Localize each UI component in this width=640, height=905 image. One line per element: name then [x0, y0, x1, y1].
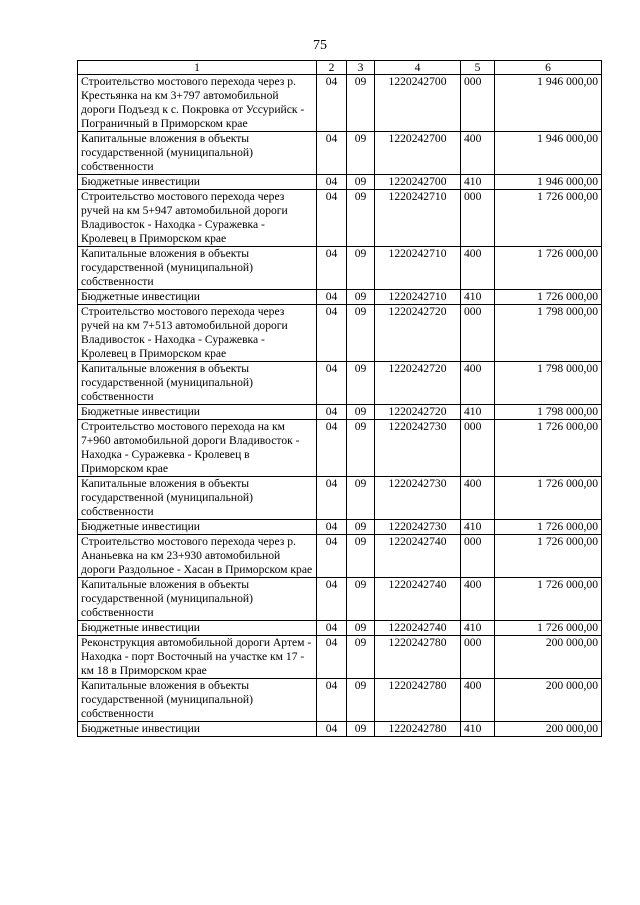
cell-amount: 1 946 000,00 [495, 75, 602, 132]
cell-amount: 1 798 000,00 [495, 405, 602, 420]
cell-type: 410 [461, 621, 495, 636]
cell-name: Бюджетные инвестиции [78, 722, 317, 737]
table-row [78, 362, 602, 405]
header-cell-subsection: 3 [347, 61, 375, 75]
cell-subsection: 09 [347, 247, 375, 290]
page-number: 75 [313, 38, 327, 53]
cell-code: 1220242740 [375, 535, 461, 578]
table-row [78, 535, 602, 578]
cell-subsection: 09 [347, 621, 375, 636]
table-row [78, 636, 602, 679]
cell-code: 1220242700 [375, 132, 461, 175]
table-row [78, 405, 602, 420]
cell-subsection: 09 [347, 305, 375, 362]
cell-code: 1220242720 [375, 305, 461, 362]
cell-name: Строительство мостового перехода через ручей на км 7+513 автомобильной дороги Владивосток - Находка - Суражевка - Кролевец в Приморском крае [78, 305, 317, 362]
cell-type: 000 [461, 420, 495, 477]
cell-name: Строительство мостового перехода через р. Крестьянка на км 3+797 автомобильной дороги Подъезд к с. Покровка от Уссурийск - Пограничный в Приморском крае [78, 75, 317, 132]
cell-code: 1220242730 [375, 477, 461, 520]
cell-type: 000 [461, 636, 495, 679]
cell-subsection: 09 [347, 636, 375, 679]
cell-code: 1220242780 [375, 722, 461, 737]
budget-table [77, 60, 602, 737]
cell-code: 1220242710 [375, 190, 461, 247]
cell-name: Капитальные вложения в объекты государственной (муниципальной) собственности [78, 247, 317, 290]
header-cell-code: 4 [375, 61, 461, 75]
cell-type: 400 [461, 362, 495, 405]
cell-section: 04 [317, 535, 347, 578]
cell-section: 04 [317, 520, 347, 535]
table-row [78, 75, 602, 132]
cell-name: Бюджетные инвестиции [78, 290, 317, 305]
table-row [78, 132, 602, 175]
cell-type: 400 [461, 578, 495, 621]
cell-name: Бюджетные инвестиции [78, 175, 317, 190]
cell-amount: 1 946 000,00 [495, 175, 602, 190]
table-row [78, 175, 602, 190]
cell-subsection: 09 [347, 520, 375, 535]
cell-name: Капитальные вложения в объекты государственной (муниципальной) собственности [78, 132, 317, 175]
cell-code: 1220242730 [375, 420, 461, 477]
table-row [78, 305, 602, 362]
cell-subsection: 09 [347, 405, 375, 420]
cell-section: 04 [317, 362, 347, 405]
cell-type: 410 [461, 722, 495, 737]
cell-type: 000 [461, 75, 495, 132]
cell-code: 1220242740 [375, 578, 461, 621]
cell-amount: 200 000,00 [495, 722, 602, 737]
table-row [78, 621, 602, 636]
cell-code: 1220242710 [375, 290, 461, 305]
cell-section: 04 [317, 175, 347, 190]
table-row [78, 477, 602, 520]
cell-subsection: 09 [347, 290, 375, 305]
cell-section: 04 [317, 621, 347, 636]
cell-subsection: 09 [347, 190, 375, 247]
cell-amount: 1 726 000,00 [495, 535, 602, 578]
cell-code: 1220242700 [375, 75, 461, 132]
table-row [78, 520, 602, 535]
cell-type: 000 [461, 190, 495, 247]
cell-section: 04 [317, 578, 347, 621]
cell-name: Строительство мостового перехода на км 7+960 автомобильной дороги Владивосток - Находка - Суражевка - Кролевец в Приморском крае [78, 420, 317, 477]
cell-subsection: 09 [347, 132, 375, 175]
cell-amount: 200 000,00 [495, 679, 602, 722]
cell-section: 04 [317, 722, 347, 737]
cell-name: Бюджетные инвестиции [78, 520, 317, 535]
cell-code: 1220242710 [375, 247, 461, 290]
cell-section: 04 [317, 420, 347, 477]
cell-subsection: 09 [347, 175, 375, 190]
cell-name: Строительство мостового перехода через ручей на км 5+947 автомобильной дороги Владивосток - Находка - Суражевка - Кролевец в Приморском крае [78, 190, 317, 247]
cell-amount: 1 726 000,00 [495, 477, 602, 520]
cell-amount: 1 946 000,00 [495, 132, 602, 175]
cell-section: 04 [317, 477, 347, 520]
cell-subsection: 09 [347, 722, 375, 737]
cell-section: 04 [317, 636, 347, 679]
cell-subsection: 09 [347, 75, 375, 132]
cell-amount: 200 000,00 [495, 636, 602, 679]
cell-subsection: 09 [347, 362, 375, 405]
cell-type: 400 [461, 132, 495, 175]
header-cell-name: 1 [78, 61, 317, 75]
cell-amount: 1 798 000,00 [495, 362, 602, 405]
cell-code: 1220242720 [375, 405, 461, 420]
table-row [78, 578, 602, 621]
cell-amount: 1 726 000,00 [495, 290, 602, 305]
table-row [78, 679, 602, 722]
cell-code: 1220242780 [375, 636, 461, 679]
cell-code: 1220242720 [375, 362, 461, 405]
cell-name: Реконструкция автомобильной дороги Артем - Находка - порт Восточный на участке км 17 - км 18 в Приморском крае [78, 636, 317, 679]
cell-section: 04 [317, 247, 347, 290]
cell-type: 400 [461, 477, 495, 520]
cell-code: 1220242730 [375, 520, 461, 535]
cell-name: Капитальные вложения в объекты государственной (муниципальной) собственности [78, 679, 317, 722]
cell-subsection: 09 [347, 477, 375, 520]
cell-subsection: 09 [347, 535, 375, 578]
cell-name: Капитальные вложения в объекты государственной (муниципальной) собственности [78, 362, 317, 405]
cell-amount: 1 726 000,00 [495, 420, 602, 477]
cell-type: 410 [461, 405, 495, 420]
cell-name: Бюджетные инвестиции [78, 621, 317, 636]
header-cell-section: 2 [317, 61, 347, 75]
cell-type: 410 [461, 290, 495, 305]
cell-type: 400 [461, 679, 495, 722]
cell-section: 04 [317, 290, 347, 305]
table-row [78, 190, 602, 247]
table-row [78, 290, 602, 305]
cell-amount: 1 726 000,00 [495, 621, 602, 636]
cell-code: 1220242740 [375, 621, 461, 636]
header-cell-amount: 6 [495, 61, 602, 75]
cell-section: 04 [317, 305, 347, 362]
cell-type: 000 [461, 535, 495, 578]
header-row [78, 61, 602, 75]
cell-code: 1220242700 [375, 175, 461, 190]
cell-name: Бюджетные инвестиции [78, 405, 317, 420]
cell-subsection: 09 [347, 679, 375, 722]
cell-name: Капитальные вложения в объекты государственной (муниципальной) собственности [78, 477, 317, 520]
cell-type: 400 [461, 247, 495, 290]
cell-type: 410 [461, 520, 495, 535]
cell-name: Строительство мостового перехода через р. Ананьевка на км 23+930 автомобильной дороги Раздольное - Хасан в Приморском крае [78, 535, 317, 578]
cell-amount: 1 726 000,00 [495, 520, 602, 535]
cell-amount: 1 726 000,00 [495, 578, 602, 621]
cell-section: 04 [317, 132, 347, 175]
cell-subsection: 09 [347, 420, 375, 477]
cell-section: 04 [317, 75, 347, 132]
cell-amount: 1 726 000,00 [495, 247, 602, 290]
cell-name: Капитальные вложения в объекты государственной (муниципальной) собственности [78, 578, 317, 621]
table-row [78, 420, 602, 477]
cell-subsection: 09 [347, 578, 375, 621]
cell-code: 1220242780 [375, 679, 461, 722]
header-cell-type: 5 [461, 61, 495, 75]
cell-section: 04 [317, 405, 347, 420]
cell-type: 000 [461, 305, 495, 362]
table-row [78, 722, 602, 737]
cell-amount: 1 798 000,00 [495, 305, 602, 362]
cell-amount: 1 726 000,00 [495, 190, 602, 247]
cell-section: 04 [317, 679, 347, 722]
cell-type: 410 [461, 175, 495, 190]
cell-section: 04 [317, 190, 347, 247]
table-row [78, 247, 602, 290]
